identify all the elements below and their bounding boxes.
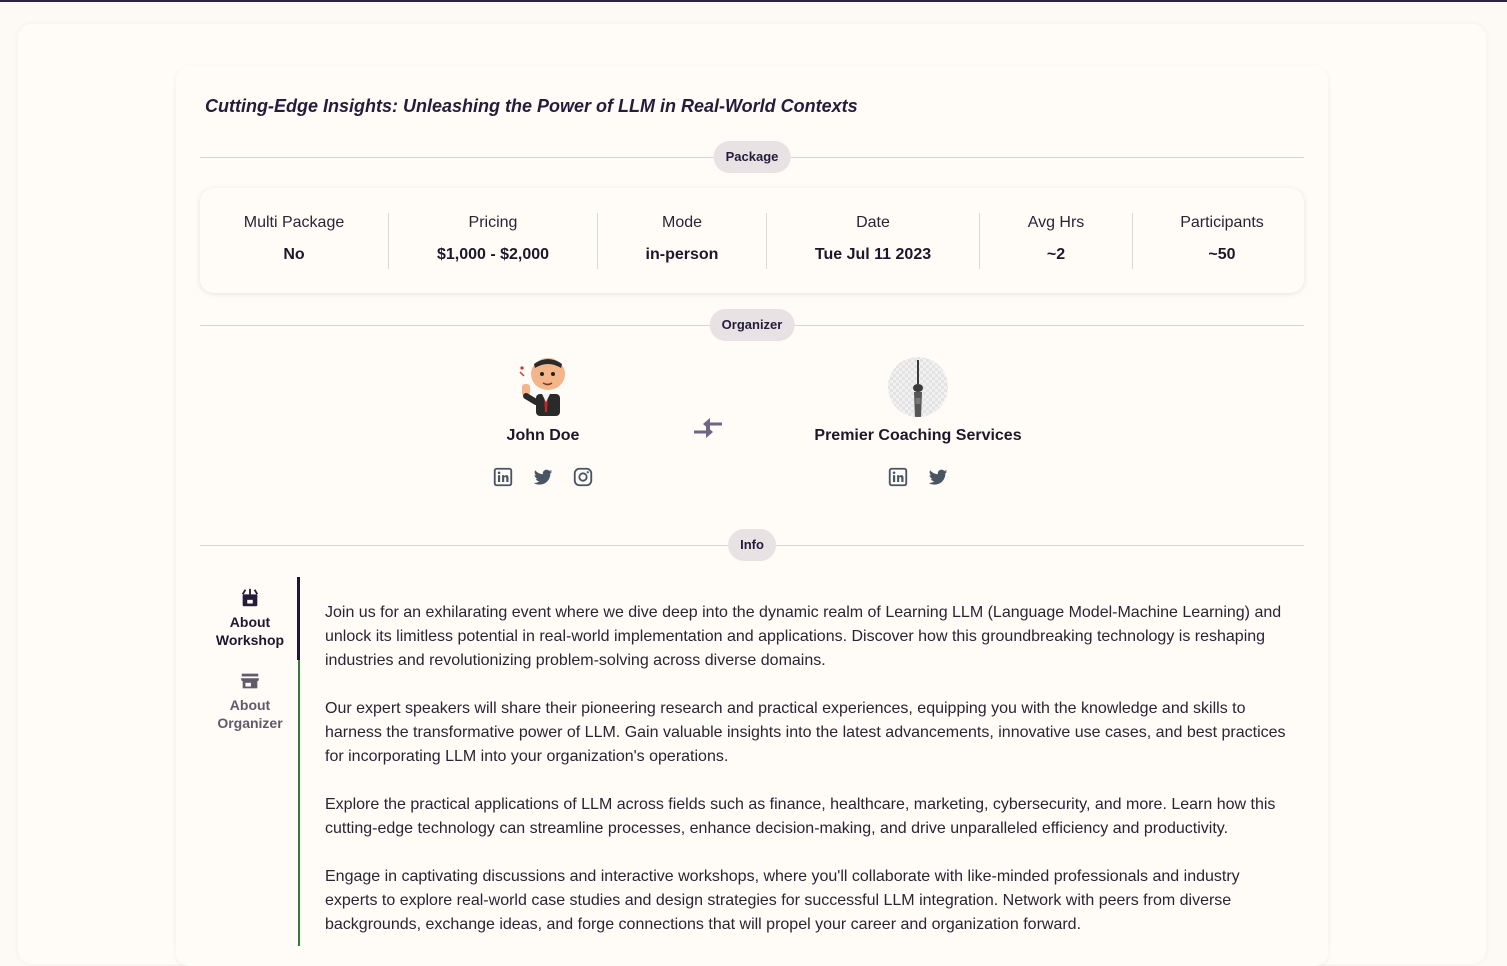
top-bar	[0, 0, 1507, 2]
stat-pricing	[389, 188, 597, 293]
stat-participants	[1133, 188, 1311, 293]
person-name[interactable]: John Doe	[506, 427, 580, 444]
instagram-icon[interactable]	[572, 466, 594, 488]
stat-value: in-person	[645, 246, 719, 263]
stat-multi-package	[200, 188, 388, 293]
tab-label-line1: About	[229, 614, 271, 630]
company-organizer	[798, 427, 1038, 445]
tab-label-line1: About	[229, 697, 271, 713]
store-icon	[239, 670, 261, 692]
page-title: Cutting-Edge Insights: Unleashing the Power of LLM in Real-World Contexts	[205, 96, 858, 116]
stat-label: Multi Package	[243, 214, 345, 231]
stat-value: ~2	[1046, 246, 1066, 263]
stat-value: No	[283, 246, 305, 263]
stat-label: Date	[856, 214, 890, 231]
tab-active-indicator	[297, 577, 300, 660]
description-paragraph: Explore the practical applications of LLM across fields such as finance, healthcare, marketing, cybersecurity, and more. Learn how this cutting-edge technology can streamline processes, enhance decision-making, and drive unparalleled efficiency and productivity.	[325, 796, 1276, 837]
stat-label: Pricing	[468, 214, 518, 231]
stat-value: ~50	[1208, 246, 1236, 263]
package-chip: Package	[714, 141, 791, 173]
stat-label: Avg Hrs	[1027, 214, 1085, 231]
info-chip: Info	[728, 529, 776, 561]
tab-label-line2: Organizer	[217, 715, 283, 731]
linkedin-icon[interactable]	[492, 466, 514, 488]
tab-about-organizer[interactable]	[205, 670, 295, 732]
workshop-icon	[239, 587, 261, 609]
person-avatar[interactable]	[514, 354, 574, 418]
tab-about-workshop[interactable]	[205, 587, 295, 649]
stat-label: Mode	[661, 214, 703, 231]
description-paragraph: Our expert speakers will share their pioneering research and practical experiences, equipping you with the knowledge and skills to harness the transformative power of LLM. Gain valuable insights into the latest advancements, innovative use cases, and best practices for incorporating LLM into your organization's operations.	[325, 700, 1286, 765]
workshop-description	[325, 601, 1290, 961]
description-paragraph: Engage in captivating discussions and interactive workshops, where you'll collaborate with like-minded professionals and industry experts to explore real-world case studies and design strategies for successful LLM integration. Network with peers from diverse backgrounds, exchange ideas, and forge connections that will propel your career and organization forward.	[325, 868, 1240, 933]
twitter-icon[interactable]	[927, 466, 949, 488]
organizer-chip: Organizer	[710, 309, 795, 341]
company-avatar[interactable]	[887, 356, 949, 418]
stat-value: $1,000 - $2,000	[436, 246, 550, 263]
company-name[interactable]: Premier Coaching Services	[814, 427, 1022, 444]
tab-label-line2: Workshop	[215, 632, 285, 648]
stat-date	[767, 188, 979, 293]
person-organizer	[463, 427, 623, 445]
package-stats	[200, 188, 1304, 293]
stat-avg-hrs	[980, 188, 1132, 293]
twitter-icon[interactable]	[532, 466, 554, 488]
linkedin-icon[interactable]	[887, 466, 909, 488]
compare-arrows-icon	[692, 414, 724, 442]
stat-label: Participants	[1180, 214, 1264, 231]
description-paragraph: Join us for an exhilarating event where we dive deep into the dynamic realm of Learning LLM (Language Model-Machine Learning) and unlock its limitless potential in real-world implementation and applications. Discover how this groundbreaking technology is reshaping industries and revolutionizing problem-solving across diverse domains.	[325, 604, 1282, 669]
stat-value: Tue Jul 11 2023	[814, 246, 932, 263]
stat-mode	[598, 188, 766, 293]
